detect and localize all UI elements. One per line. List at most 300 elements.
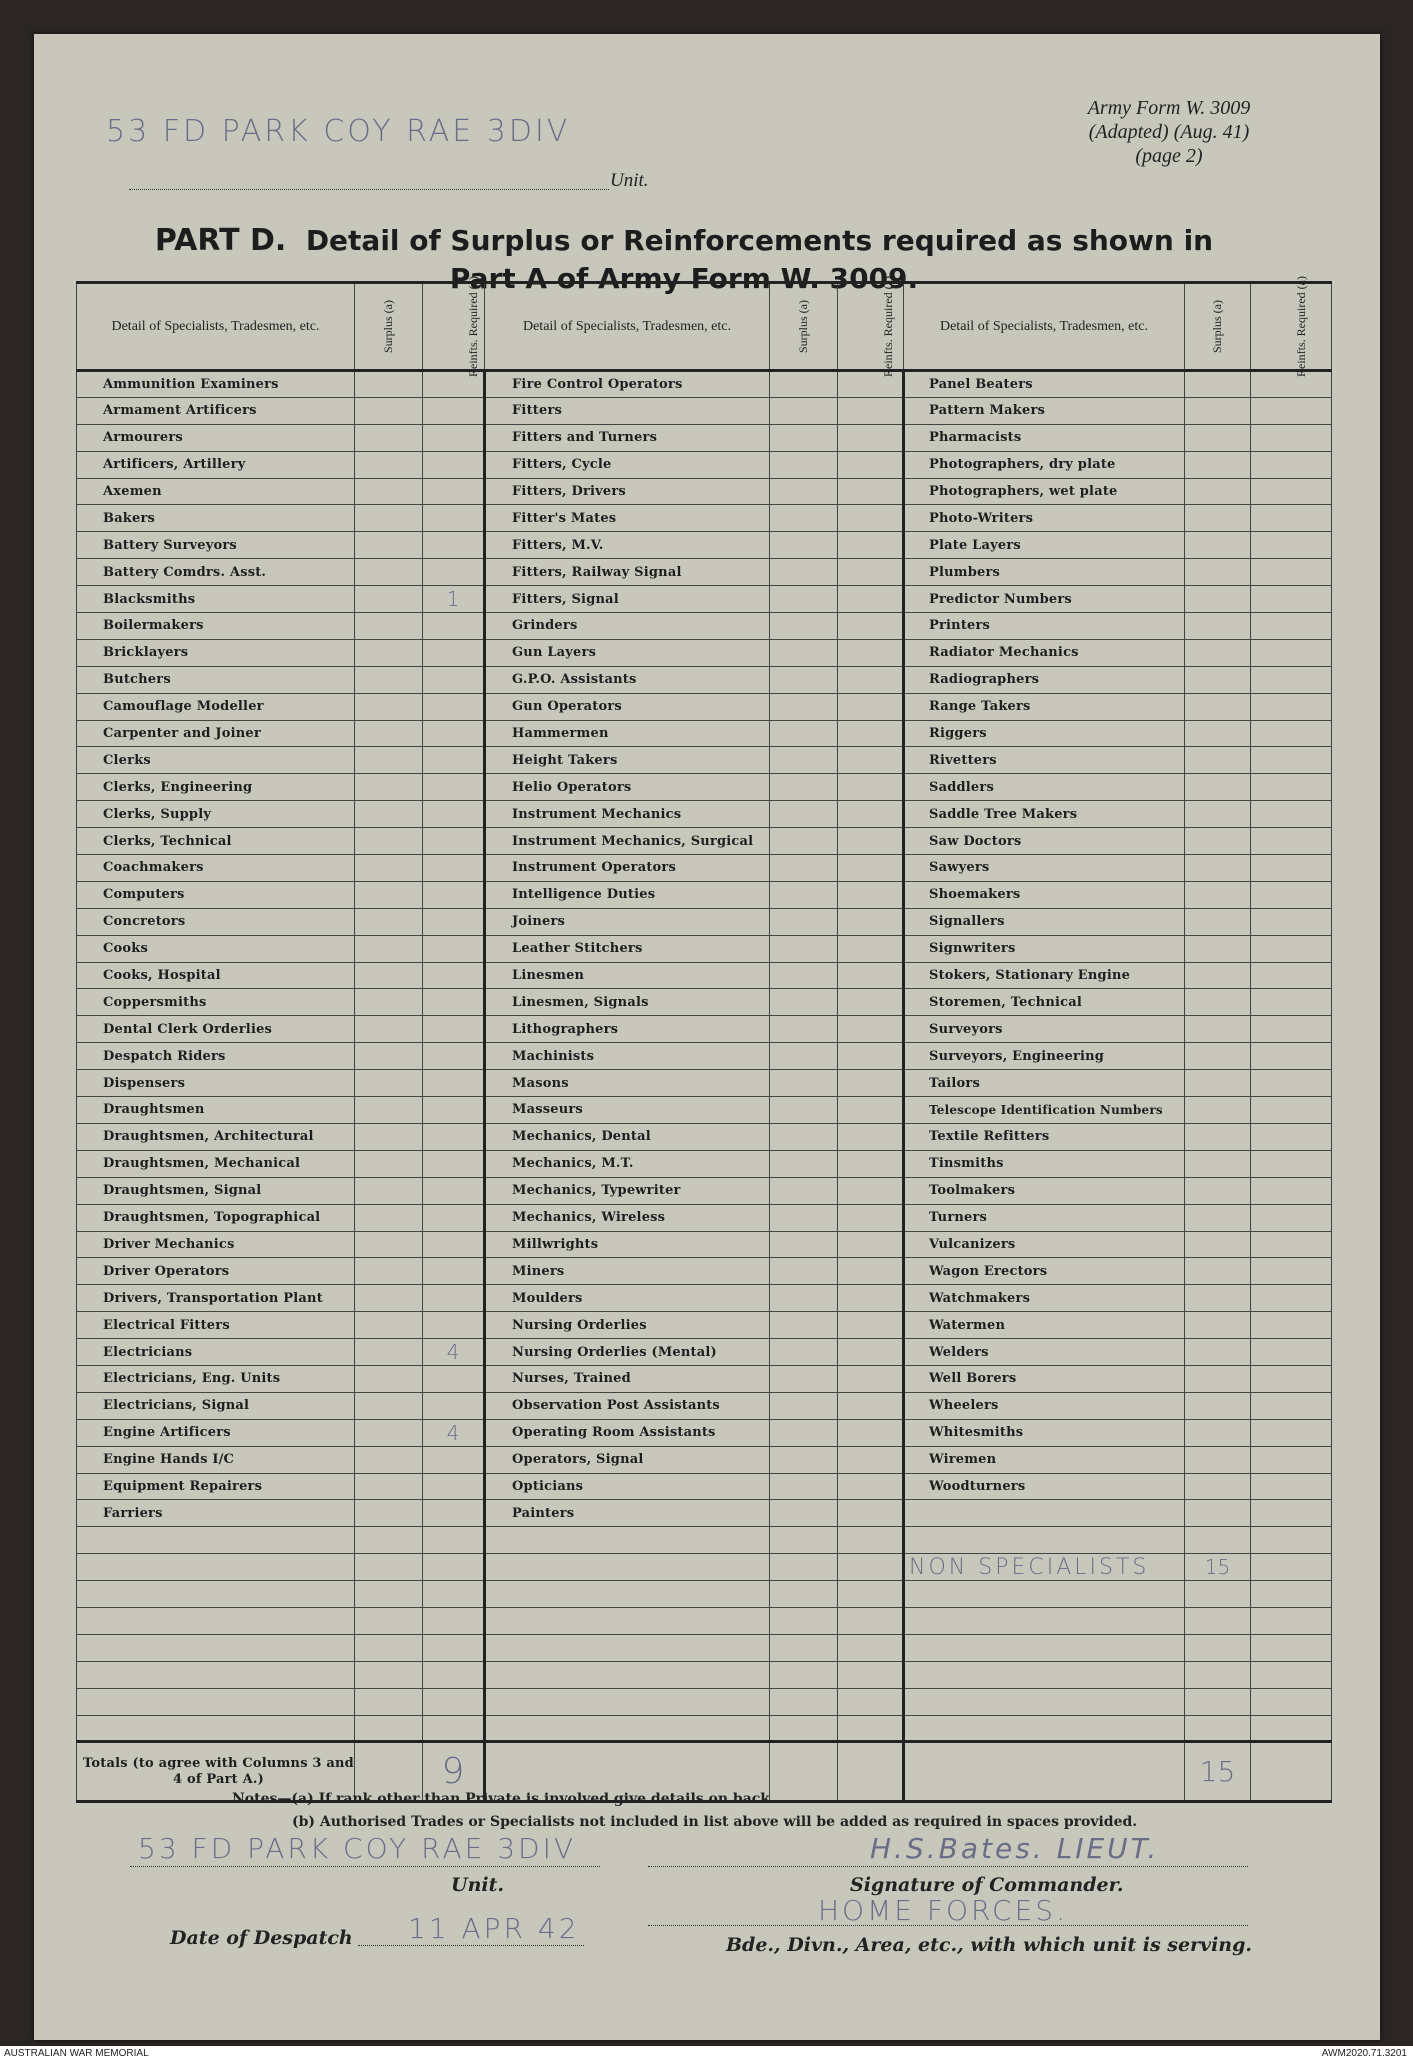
surplus-cell-col3 [1185,1150,1251,1177]
specialist-name-col1: Carpenter and Joiner [77,720,355,747]
reinfts-cell-col1 [423,1285,485,1312]
surplus-cell-col1 [355,774,423,801]
reinfts-cell-col1: 4 [423,1339,485,1366]
reinfts-cell-col2 [838,1446,904,1473]
table-row [77,693,1332,720]
reinfts-cell-col3 [1251,1097,1332,1124]
specialist-name-col3: Rivetters [904,747,1185,774]
header-detail-3: Detail of Specialists, Tradesmen, etc. [904,283,1185,371]
reinfts-cell-col3 [1251,1419,1332,1446]
specialist-name-col3: Printers [904,613,1185,640]
table-row [77,908,1332,935]
surplus-cell-col2 [770,1527,838,1554]
table-row [77,1500,1332,1527]
reinfts-cell-col1 [423,424,485,451]
specialist-name-col1: Butchers [77,666,355,693]
reinfts-cell-col1 [423,855,485,882]
table-row [77,774,1332,801]
reinfts-cell-col2 [838,1070,904,1097]
reinfts-cell-col1 [423,747,485,774]
surplus-cell-col2 [770,774,838,801]
table-row [77,1150,1332,1177]
table-row [77,1607,1332,1634]
reinfts-cell-col3 [1251,1285,1332,1312]
specialist-name-col1: Clerks, Technical [77,828,355,855]
specialist-name-col1: Clerks, Engineering [77,774,355,801]
form-ref-line-2: (Adapted) (Aug. 41) [1088,121,1250,143]
specialist-name-col2: Opticians [485,1473,770,1500]
reinfts-cell-col3 [1251,774,1332,801]
surplus-cell-col1 [355,720,423,747]
specialist-name-col3 [904,1607,1185,1634]
surplus-cell-col2 [770,1150,838,1177]
surplus-cell-col2 [770,1581,838,1608]
reinfts-cell-col3 [1251,1661,1332,1688]
table-row [77,666,1332,693]
specialist-name-col1: Driver Mechanics [77,1231,355,1258]
reinfts-cell-col1 [423,908,485,935]
table-row [77,1554,1332,1581]
specialist-name-col1: Cooks, Hospital [77,962,355,989]
note-a: Notes—(a) If rank other than Private is involved give details on back. [232,1791,775,1807]
surplus-cell-col1 [355,451,423,478]
reinfts-cell-col1 [423,828,485,855]
surplus-cell-col2 [770,1312,838,1339]
despatch-handwritten: 11 APR 42 [408,1912,580,1945]
surplus-cell-col2 [770,505,838,532]
surplus-cell-col3 [1185,693,1251,720]
specialist-name-col1: Boilermakers [77,613,355,640]
surplus-cell-col3 [1185,801,1251,828]
surplus-cell-col1 [355,962,423,989]
specialist-name-col1: Draughtsmen, Architectural [77,1123,355,1150]
reinfts-cell-col1 [423,801,485,828]
surplus-cell-col2 [770,1634,838,1661]
reinfts-cell-col1 [423,478,485,505]
header-detail-1: Detail of Specialists, Tradesmen, etc. [77,283,355,371]
surplus-cell-col2 [770,1661,838,1688]
surplus-cell-col2 [770,424,838,451]
table-row [77,1070,1332,1097]
reinfts-cell-col2 [838,1016,904,1043]
specialist-name-col3: Shoemakers [904,881,1185,908]
reinfts-cell-col3 [1251,989,1332,1016]
surplus-cell-col1 [355,1150,423,1177]
surplus-cell-col1 [355,801,423,828]
surplus-cell-col1 [355,1043,423,1070]
reinfts-cell-col2 [838,1150,904,1177]
surplus-cell-col2 [770,962,838,989]
surplus-cell-col3 [1185,1070,1251,1097]
form-reference [1034,96,1304,168]
reinfts-cell-col2 [838,1312,904,1339]
surplus-cell-col1 [355,1097,423,1124]
specialist-name-col1: Farriers [77,1500,355,1527]
specialist-name-col3: Toolmakers [904,1177,1185,1204]
table-row [77,532,1332,559]
surplus-cell-col3 [1185,1097,1251,1124]
surplus-cell-col3 [1185,586,1251,613]
reinfts-cell-col1 [423,1231,485,1258]
surplus-cell-col2 [770,559,838,586]
surplus-cell-col2 [770,908,838,935]
specialist-name-col1: Armament Artificers [77,397,355,424]
surplus-cell-col1 [355,532,423,559]
surplus-cell-col1 [355,1070,423,1097]
reinfts-cell-col2 [838,962,904,989]
specialist-name-col2: Machinists [485,1043,770,1070]
surplus-cell-col2 [770,1607,838,1634]
reinfts-cell-col2 [838,774,904,801]
table-row [77,397,1332,424]
surplus-cell-col3 [1185,1016,1251,1043]
reinfts-cell-col3 [1251,855,1332,882]
reinfts-cell-col1 [423,962,485,989]
table-row [77,989,1332,1016]
table-row [77,828,1332,855]
specialist-name-col2: Observation Post Assistants [485,1392,770,1419]
header-detail-2: Detail of Specialists, Tradesmen, etc. [485,283,770,371]
surplus-cell-col3 [1185,1500,1251,1527]
specialist-name-col2: Mechanics, Dental [485,1123,770,1150]
surplus-cell-col1 [355,1473,423,1500]
specialist-name-col2 [485,1688,770,1715]
reinfts-cell-col3 [1251,935,1332,962]
reinfts-cell-col1 [423,1473,485,1500]
specialist-name-col3: Signwriters [904,935,1185,962]
surplus-cell-col3 [1185,1661,1251,1688]
specialist-name-col2: Masseurs [485,1097,770,1124]
surplus-cell-col3 [1185,505,1251,532]
specialist-name-col2: Fire Control Operators [485,371,770,398]
specialist-name-col3: Pattern Makers [904,397,1185,424]
surplus-cell-col3 [1185,1258,1251,1285]
specialist-name-col1: Clerks, Supply [77,801,355,828]
specialist-name-col1 [77,1554,355,1581]
reinfts-cell-col2 [838,1177,904,1204]
specialist-name-col3: Panel Beaters [904,371,1185,398]
reinfts-cell-col1 [423,1123,485,1150]
specialist-name-col3: Wheelers [904,1392,1185,1419]
reinfts-cell-col3 [1251,586,1332,613]
specialist-name-col1: Battery Comdrs. Asst. [77,559,355,586]
table-row [77,1419,1332,1446]
surplus-cell-col1 [355,613,423,640]
surplus-cell-col1 [355,559,423,586]
specialist-name-col2: Mechanics, Typewriter [485,1177,770,1204]
reinfts-cell-col2 [838,666,904,693]
reinfts-cell-col1 [423,1258,485,1285]
footer-right: AWM2020.71.3201 [1321,2048,1407,2059]
specialist-name-col2: Linesmen, Signals [485,989,770,1016]
specialist-name-col2: Fitters, Railway Signal [485,559,770,586]
despatch-line [358,1945,584,1946]
reinfts-cell-col3 [1251,908,1332,935]
reinfts-cell-col2 [838,1554,904,1581]
specialist-name-col1: Cooks [77,935,355,962]
table-row [77,1285,1332,1312]
specialist-name-col3: Surveyors [904,1016,1185,1043]
reinfts-cell-col3 [1251,1581,1332,1608]
specialist-name-col1: Axemen [77,478,355,505]
reinfts-cell-col3 [1251,828,1332,855]
surplus-cell-col1 [355,935,423,962]
surplus-cell-col3 [1185,397,1251,424]
reinfts-cell-col3 [1251,505,1332,532]
table-row [77,1123,1332,1150]
unit-handwritten-top: 53 FD PARK COY RAE 3DIV [106,114,571,149]
reinfts-cell-col2 [838,586,904,613]
specialist-name-col1: Engine Hands I/C [77,1446,355,1473]
specialist-name-col2: Nursing Orderlies [485,1312,770,1339]
table-row [77,1634,1332,1661]
reinfts-cell-col1 [423,1177,485,1204]
surplus-cell-col2 [770,801,838,828]
signature-line [648,1866,1248,1867]
specialist-name-col2 [485,1661,770,1688]
reinfts-cell-col2 [838,1661,904,1688]
surplus-cell-col3 [1185,559,1251,586]
specialist-name-col3: Watermen [904,1312,1185,1339]
surplus-cell-col3 [1185,962,1251,989]
specialist-name-col3 [904,1527,1185,1554]
surplus-cell-col1 [355,639,423,666]
reinfts-cell-col1 [423,693,485,720]
table-row [77,1446,1332,1473]
specialist-name-col2: Fitters, Drivers [485,478,770,505]
reinfts-cell-col1 [423,1446,485,1473]
surplus-cell-col3 [1185,908,1251,935]
surplus-cell-col2 [770,1500,838,1527]
specialist-name-col1: Draughtsmen, Topographical [77,1204,355,1231]
notes [232,1788,1137,1834]
unit-top-line [129,189,609,190]
table-row [77,801,1332,828]
specialist-name-col2: Miners [485,1258,770,1285]
specialist-name-col2: G.P.O. Assistants [485,666,770,693]
surplus-cell-col2 [770,720,838,747]
surplus-cell-col2 [770,693,838,720]
surplus-cell-col2 [770,1715,838,1742]
despatch-label: Date of Despatch [170,1927,353,1949]
reinfts-cell-col1 [423,1581,485,1608]
surplus-cell-col3 [1185,1177,1251,1204]
surplus-cell-col2 [770,397,838,424]
specialist-name-col3: Radiator Mechanics [904,639,1185,666]
title-part: PART D. [154,223,287,258]
surplus-cell-col1 [355,397,423,424]
surplus-cell-col2 [770,1392,838,1419]
specialist-name-col3: Watchmakers [904,1285,1185,1312]
reinfts-cell-col2 [838,828,904,855]
reinfts-cell-col3 [1251,666,1332,693]
reinfts-cell-col2 [838,424,904,451]
reinfts-cell-col1 [423,613,485,640]
specialist-name-col2: Linesmen [485,962,770,989]
surplus-cell-col2 [770,855,838,882]
header-reinfts-1: Reinfts. Required (a) [423,283,485,371]
specialist-name-col2 [485,1527,770,1554]
table-row [77,935,1332,962]
surplus-cell-col3 [1185,1581,1251,1608]
specialist-name-col1: Draughtsmen, Mechanical [77,1150,355,1177]
surplus-cell-col3 [1185,1285,1251,1312]
surplus-cell-col1 [355,1661,423,1688]
header-reinfts-3: Reinfts. Required (a) [1251,283,1332,371]
reinfts-cell-col1 [423,1043,485,1070]
surplus-cell-col2 [770,881,838,908]
surplus-cell-col3 [1185,1043,1251,1070]
surplus-cell-col2 [770,666,838,693]
surplus-cell-col3 [1185,1446,1251,1473]
specialist-name-col2: Instrument Operators [485,855,770,882]
reinfts-cell-col1 [423,397,485,424]
surplus-cell-col3 [1185,1634,1251,1661]
surplus-cell-col3 [1185,613,1251,640]
reinfts-cell-col2 [838,1500,904,1527]
table-row [77,559,1332,586]
surplus-cell-col3 [1185,371,1251,398]
surplus-cell-col3 [1185,639,1251,666]
specialist-name-col2: Instrument Mechanics, Surgical [485,828,770,855]
totals-label: Totals (to agree with Columns 3 and 4 of Part A.) [77,1742,355,1802]
reinfts-cell-col2 [838,639,904,666]
specialist-name-col3: Sawyers [904,855,1185,882]
table-row [77,1365,1332,1392]
surplus-cell-col2 [770,1446,838,1473]
surplus-cell-col1 [355,908,423,935]
surplus-cell-col1 [355,1634,423,1661]
form-ref-line-1: Army Form W. 3009 [1087,97,1251,119]
surplus-cell-col2 [770,1473,838,1500]
reinfts-cell-col2 [838,1419,904,1446]
reinfts-cell-col3 [1251,801,1332,828]
specialist-name-col2: Gun Operators [485,693,770,720]
surplus-cell-col2 [770,1285,838,1312]
specialist-name-col2: Mechanics, M.T. [485,1150,770,1177]
specialist-name-col3: NON SPECIALISTS [904,1554,1185,1581]
signature-handwritten: H.S.Bates. LIEUT. [870,1832,1160,1865]
reinfts-cell-col1 [423,1634,485,1661]
table-row [77,371,1332,398]
specialist-name-col1: Electricians, Signal [77,1392,355,1419]
surplus-cell-col1 [355,828,423,855]
title-line-2: Part A of Army Form W. 3009. [449,262,919,295]
surplus-cell-col1 [355,1016,423,1043]
specialist-name-col3: Whitesmiths [904,1419,1185,1446]
specialist-name-col3: Photographers, wet plate [904,478,1185,505]
surplus-cell-col1 [355,666,423,693]
surplus-cell-col2 [770,371,838,398]
specialist-name-col3: Plate Layers [904,532,1185,559]
specialist-name-col2: Moulders [485,1285,770,1312]
reinfts-cell-col2 [838,989,904,1016]
reinfts-cell-col1 [423,1312,485,1339]
specialist-name-col3: Textile Refitters [904,1123,1185,1150]
reinfts-cell-col2 [838,1607,904,1634]
specialist-name-col2 [485,1581,770,1608]
surplus-cell-col1 [355,693,423,720]
surplus-cell-col1 [355,1446,423,1473]
specialist-name-col2 [485,1715,770,1742]
table-row [77,424,1332,451]
specialist-name-col2: Lithographers [485,1016,770,1043]
reinfts-cell-col2 [838,720,904,747]
note-b: (b) Authorised Trades or Specialists not included in list above will be added as required in spaces provided. [292,1814,1138,1830]
surplus-cell-col3 [1185,989,1251,1016]
specialist-name-col3: Photographers, dry plate [904,451,1185,478]
unit-bottom-label: Unit. [451,1874,504,1896]
table-row [77,747,1332,774]
title-line-1: Detail of Surplus or Reinforcements required as shown in [305,224,1214,257]
specialist-name-col2: Operating Room Assistants [485,1419,770,1446]
table-row [77,505,1332,532]
reinfts-cell-col1 [423,1070,485,1097]
reinfts-cell-col1 [423,881,485,908]
reinfts-cell-col1 [423,1554,485,1581]
surplus-cell-col3 [1185,828,1251,855]
surplus-cell-col1 [355,1688,423,1715]
reinfts-cell-col2 [838,559,904,586]
totals-c1-reinfts: 9 [423,1742,485,1802]
surplus-cell-col3 [1185,1312,1251,1339]
specialist-name-col3: Saw Doctors [904,828,1185,855]
surplus-cell-col1 [355,1177,423,1204]
reinfts-cell-col3 [1251,1339,1332,1366]
table-row [77,1204,1332,1231]
specialist-name-col1: Engine Artificers [77,1419,355,1446]
reinfts-cell-col3 [1251,881,1332,908]
table-row [77,1473,1332,1500]
specialist-name-col3: Wagon Erectors [904,1258,1185,1285]
table-row [77,962,1332,989]
specialist-name-col3: Wiremen [904,1446,1185,1473]
reinfts-cell-col3 [1251,1634,1332,1661]
surplus-cell-col1 [355,1715,423,1742]
footer-bar [0,2046,1413,2061]
surplus-cell-col1 [355,747,423,774]
specialist-name-col3: Riggers [904,720,1185,747]
reinfts-cell-col1 [423,505,485,532]
totals-c3-surplus: 15 [1185,1742,1251,1802]
reinfts-cell-col2 [838,1231,904,1258]
reinfts-cell-col1 [423,1715,485,1742]
specialist-name-col1: Camouflage Modeller [77,693,355,720]
surplus-cell-col3 [1185,1339,1251,1366]
specialist-name-col3: Predictor Numbers [904,586,1185,613]
specialist-name-col1 [77,1715,355,1742]
surplus-cell-col1 [355,586,423,613]
header-surplus-3: Surplus (a) [1185,283,1251,371]
reinfts-cell-col1 [423,935,485,962]
specialist-name-col1 [77,1527,355,1554]
surplus-cell-col3 [1185,478,1251,505]
reinfts-cell-col2 [838,1339,904,1366]
reinfts-cell-col2 [838,908,904,935]
surplus-cell-col1 [355,478,423,505]
specialist-name-col1: Artificers, Artillery [77,451,355,478]
specialist-name-col2: Fitter's Mates [485,505,770,532]
specialist-name-col1: Blacksmiths [77,586,355,613]
reinfts-cell-col3 [1251,1473,1332,1500]
surplus-cell-col3 [1185,1527,1251,1554]
surplus-cell-col2 [770,1123,838,1150]
surplus-cell-col1 [355,1527,423,1554]
unit-top-label: Unit. [610,170,649,191]
reinfts-cell-col2 [838,1688,904,1715]
surplus-cell-col3 [1185,666,1251,693]
reinfts-cell-col3 [1251,1527,1332,1554]
